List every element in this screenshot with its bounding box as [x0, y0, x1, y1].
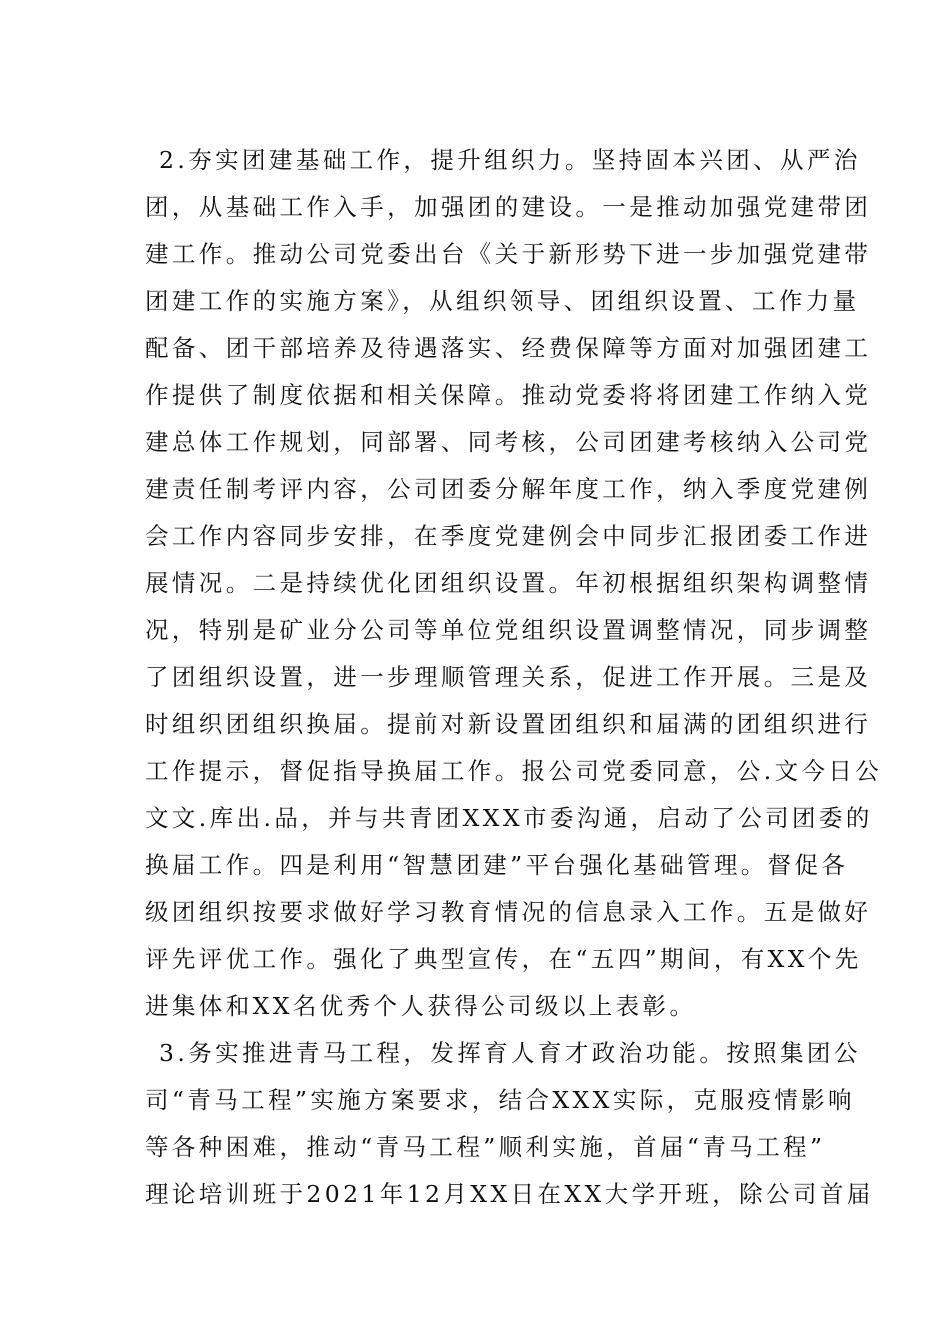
text-line: 3.务实推进青马工程，发挥育人育才政治功能。按照集团公 [159, 1039, 861, 1067]
text-line: 配备、团干部培养及待遇落实、经费保障等方面对加强团建工 [145, 334, 872, 362]
text-line: 司“青马工程”实施方案要求，结合XXX实际，克服疫情影响 [145, 1086, 855, 1114]
text-line: 况，特别是矿业分公司等单位党组织设置调整情况，同步调整 [145, 616, 872, 644]
text-line: 会工作内容同步安排，在季度党建例会中同步汇报团委工作进 [145, 522, 872, 550]
paragraph-section-2 [145, 137, 883, 1030]
text-line: 2.夯实团建基础工作，提升组织力。坚持固本兴团、从严治 [159, 146, 861, 174]
text-line: 工作提示，督促指导换届工作。报公司党委同意，公.文今日公 [145, 757, 883, 785]
text-line: 评先评优工作。强化了典型宣传，在“五四”期间，有XX个先 [145, 945, 862, 973]
text-line: 换届工作。四是利用“智慧团建”平台强化基础管理。督促各 [145, 851, 849, 879]
text-line: 级团组织按要求做好学习教育情况的信息录入工作。五是做好 [145, 898, 872, 926]
text-line: 文文.库出.品，并与共青团XXX市委沟通，启动了公司团委的 [145, 804, 873, 832]
document-body [145, 137, 883, 1218]
text-line: 建总体工作规划，同部署、同考核，公司团建考核纳入公司党 [145, 428, 872, 456]
paragraph-section-3 [145, 1030, 874, 1218]
text-line: 作提供了制度依据和相关保障。推动党委将将团建工作纳入党 [145, 381, 872, 409]
text-line: 等各种困难，推动“青马工程”顺利实施，首届“青马工程” [145, 1133, 826, 1161]
text-line: 展情况。二是持续优化团组织设置。年初根据组织架构调整情 [145, 569, 872, 597]
text-line: 进集体和XX名优秀个人获得公司级以上表彰。 [145, 992, 697, 1020]
text-line: 建工作。推动公司党委出台《关于新形势下进一步加强党建带 [145, 240, 872, 268]
text-line: 团建工作的实施方案》，从组织领导、团组织设置、工作力量 [145, 287, 860, 315]
text-line: 时组织团组织换届。提前对新设置团组织和届满的团组织进行 [145, 710, 872, 738]
text-line: 理论培训班于2021年12月XX日在XX大学开班，除公司首届 [145, 1180, 874, 1208]
text-line: 团，从基础工作入手，加强团的建设。一是推动加强党建带团 [145, 193, 872, 221]
text-line: 建责任制考评内容，公司团委分解年度工作，纳入季度党建例 [145, 475, 872, 503]
text-line: 了团组织设置，进一步理顺管理关系，促进工作开展。三是及 [145, 663, 872, 691]
